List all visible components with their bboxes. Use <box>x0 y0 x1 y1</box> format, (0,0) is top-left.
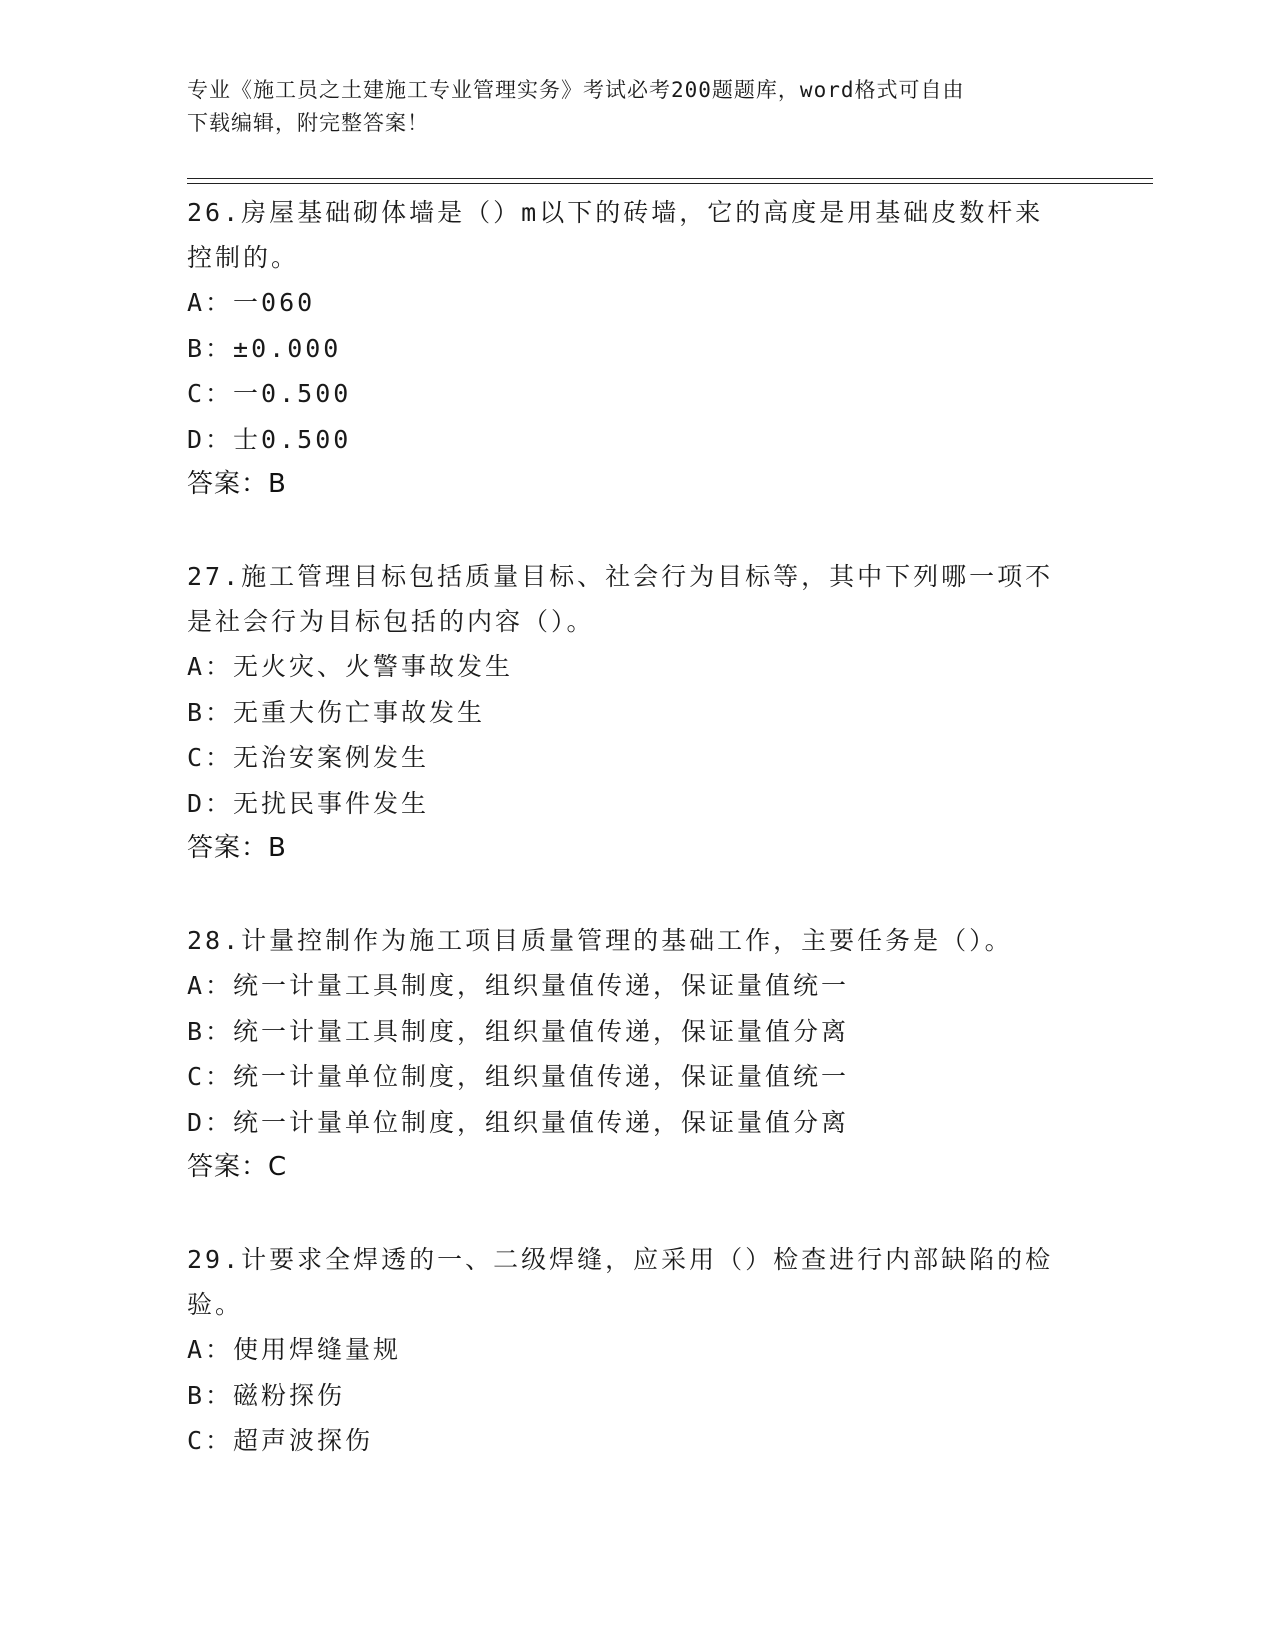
option-a: A：无火灾、火警事故发生 <box>187 652 514 681</box>
question-stem <box>187 918 1087 963</box>
option-c: C：一0.500 <box>187 379 352 408</box>
option-a: A：使用焊缝量规 <box>187 1335 402 1364</box>
answer: 答案：B <box>187 469 287 499</box>
question-stem-line: 28.计量控制作为施工项目质量管理的基础工作，主要任务是（）。 <box>187 926 1013 955</box>
option-c: C：统一计量单位制度，组织量值传递，保证量值统一 <box>187 1062 850 1091</box>
option-c: C：超声波探伤 <box>187 1426 374 1455</box>
option-a: A：统一计量工具制度，组织量值传递，保证量值统一 <box>187 971 850 1000</box>
question-27 <box>187 554 1087 871</box>
question-28 <box>187 918 1087 1190</box>
question-stem-line: 验。 <box>187 1290 244 1319</box>
document-header <box>187 74 1067 140</box>
question-stem <box>187 554 1087 644</box>
answer: 答案：B <box>187 833 287 863</box>
option-a: A：一060 <box>187 288 316 317</box>
option-c: C：无治安案例发生 <box>187 743 430 772</box>
header-line-2: 下载编辑，附完整答案！ <box>187 111 429 135</box>
question-stem-line: 27.施工管理目标包括质量目标、社会行为目标等，其中下列哪一项不 <box>187 562 1054 591</box>
option-d: D：统一计量单位制度，组织量值传递，保证量值分离 <box>187 1107 850 1137</box>
option-b: B：磁粉探伤 <box>187 1380 346 1410</box>
question-stem <box>187 190 1087 280</box>
question-29 <box>187 1237 1087 1464</box>
header-divider-top <box>187 178 1153 179</box>
option-b: B：统一计量工具制度，组织量值传递，保证量值分离 <box>187 1016 850 1046</box>
option-d: D：士0.500 <box>187 424 352 454</box>
question-stem <box>187 1237 1087 1327</box>
header-divider-bottom <box>187 183 1153 184</box>
header-line-1: 专业《施工员之土建施工专业管理实务》考试必考200题题库，word格式可自由 <box>187 78 965 102</box>
answer: 答案：C <box>187 1152 288 1182</box>
option-d: D：无扰民事件发生 <box>187 788 430 818</box>
option-b: B：无重大伤亡事故发生 <box>187 697 486 727</box>
option-b: B：±0.000 <box>187 333 342 363</box>
question-stem-line: 26.房屋基础砌体墙是（）m以下的砖墙，它的高度是用基础皮数杆来 <box>187 198 1044 227</box>
question-stem-line: 控制的。 <box>187 243 300 272</box>
question-26 <box>187 190 1087 507</box>
question-stem-line: 29.计要求全焊透的一、二级焊缝，应采用（）检查进行内部缺陷的检 <box>187 1245 1054 1274</box>
question-stem-line: 是社会行为目标包括的内容（）。 <box>187 607 595 636</box>
question-list <box>187 190 1087 1511</box>
